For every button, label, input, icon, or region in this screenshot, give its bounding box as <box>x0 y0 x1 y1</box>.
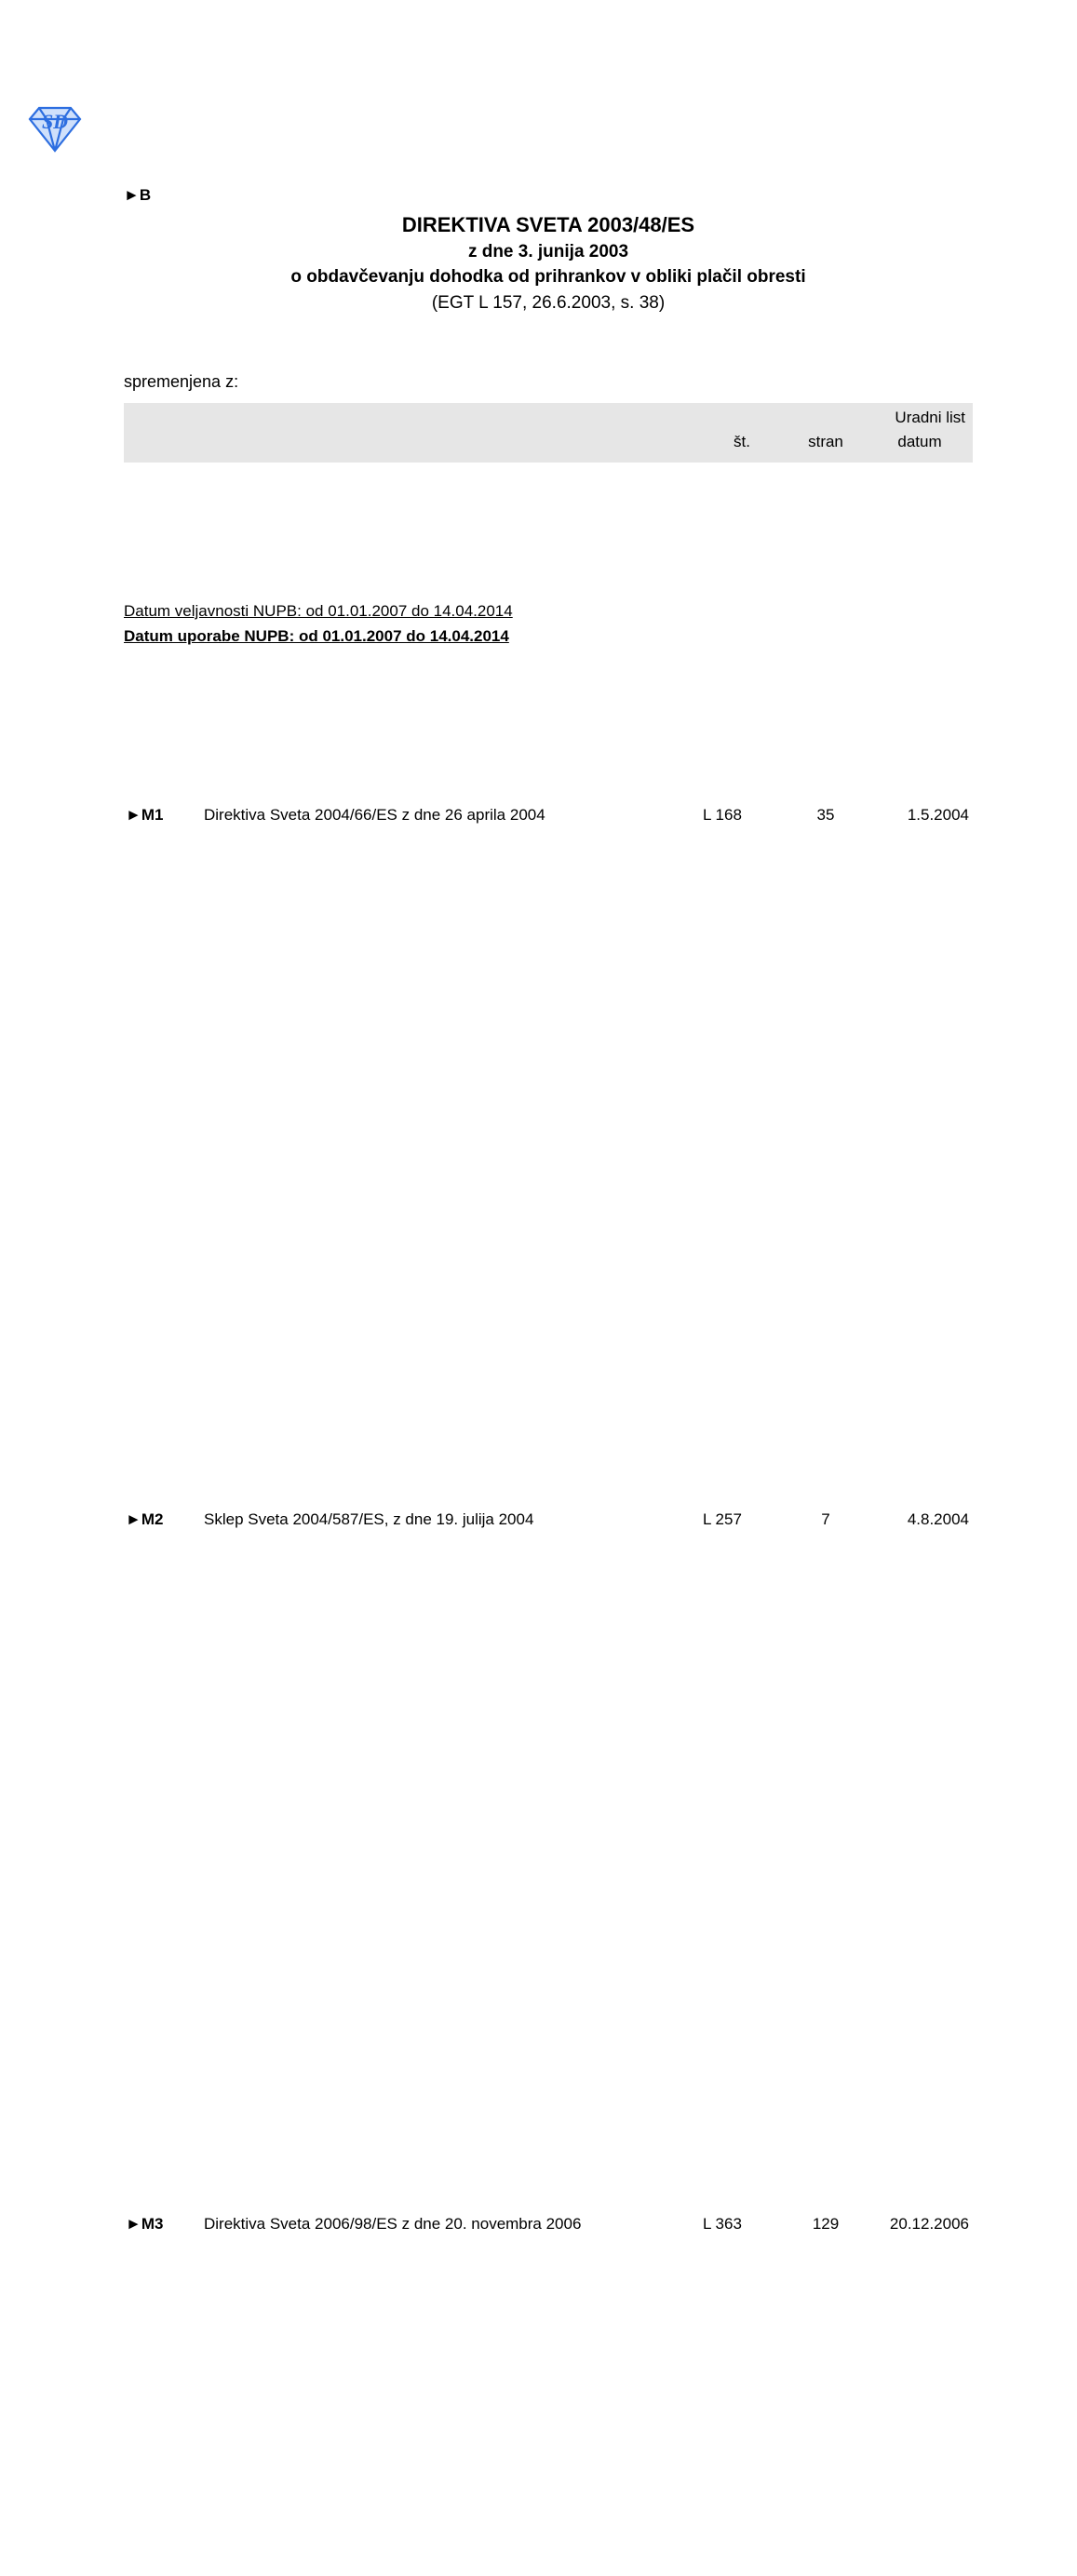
header-spacer-desc <box>196 403 699 429</box>
header-date: datum <box>867 429 973 463</box>
header-page: stran <box>785 429 867 463</box>
table-header-row <box>124 429 973 463</box>
row-description: Direktiva Sveta 2006/98/ES z dne 20. novembra 2006 <box>204 2214 582 2233</box>
header-number: št. <box>699 429 785 463</box>
title-reference: (EGT L 157, 26.6.2003, s. 38) <box>431 292 666 313</box>
table-header <box>124 403 973 463</box>
validity-line-application: Datum uporabe NUPB: od 01.01.2007 do 14.04.2014 <box>124 626 509 645</box>
validity-block <box>124 600 513 648</box>
header-mark <box>124 429 196 463</box>
row-date: 20.12.2006 <box>889 2214 970 2233</box>
amendments-table-wrapper <box>124 403 973 2576</box>
row-date: 4.8.2004 <box>907 1509 970 1528</box>
title-date: z dne 3. junija 2003 <box>467 241 629 262</box>
table-header-group-row <box>124 403 973 429</box>
row-description: Sklep Sveta 2004/587/ES, z dne 19. julija 2004 <box>204 1509 534 1528</box>
row-page: 35 <box>816 805 835 824</box>
row-mark: ►M3 <box>126 2214 164 2233</box>
header-official-journal: Uradni list <box>699 403 973 429</box>
amendments-table <box>124 403 973 2576</box>
validity-line-nupb: Datum veljavnosti NUPB: od 01.01.2007 do 14.04.2014 <box>124 602 513 620</box>
row-description: Direktiva Sveta 2004/66/ES z dne 26 aprila 2004 <box>204 805 545 824</box>
table-body <box>124 463 973 2576</box>
header-description <box>196 429 699 463</box>
eu-law-diamond-logo <box>22 102 88 160</box>
table-row <box>124 463 973 1167</box>
row-page: 129 <box>812 2214 840 2233</box>
header-spacer-mark <box>124 403 196 429</box>
row-mark: ►M1 <box>126 805 164 824</box>
amended-by-label: spremenjena z: <box>124 372 239 391</box>
row-date: 1.5.2004 <box>907 805 970 824</box>
title-subject: o obdavčevanju dohodka od prihrankov v obliki plačil obresti <box>290 267 806 288</box>
row-mark: ►M2 <box>126 1509 164 1528</box>
page-title: DIREKTIVA SVETA 2003/48/ES <box>401 213 695 236</box>
marker-b-text: ►B <box>124 186 152 204</box>
table-row <box>124 1872 973 2576</box>
row-number: L 257 <box>703 1509 742 1528</box>
title-block <box>124 212 973 315</box>
row-number: L 168 <box>703 805 742 824</box>
svg-text:SD: SD <box>41 110 69 133</box>
table-row <box>124 1167 973 1872</box>
row-number: L 363 <box>703 2214 742 2233</box>
row-page: 7 <box>821 1509 830 1528</box>
consolidation-marker-b <box>124 186 151 205</box>
